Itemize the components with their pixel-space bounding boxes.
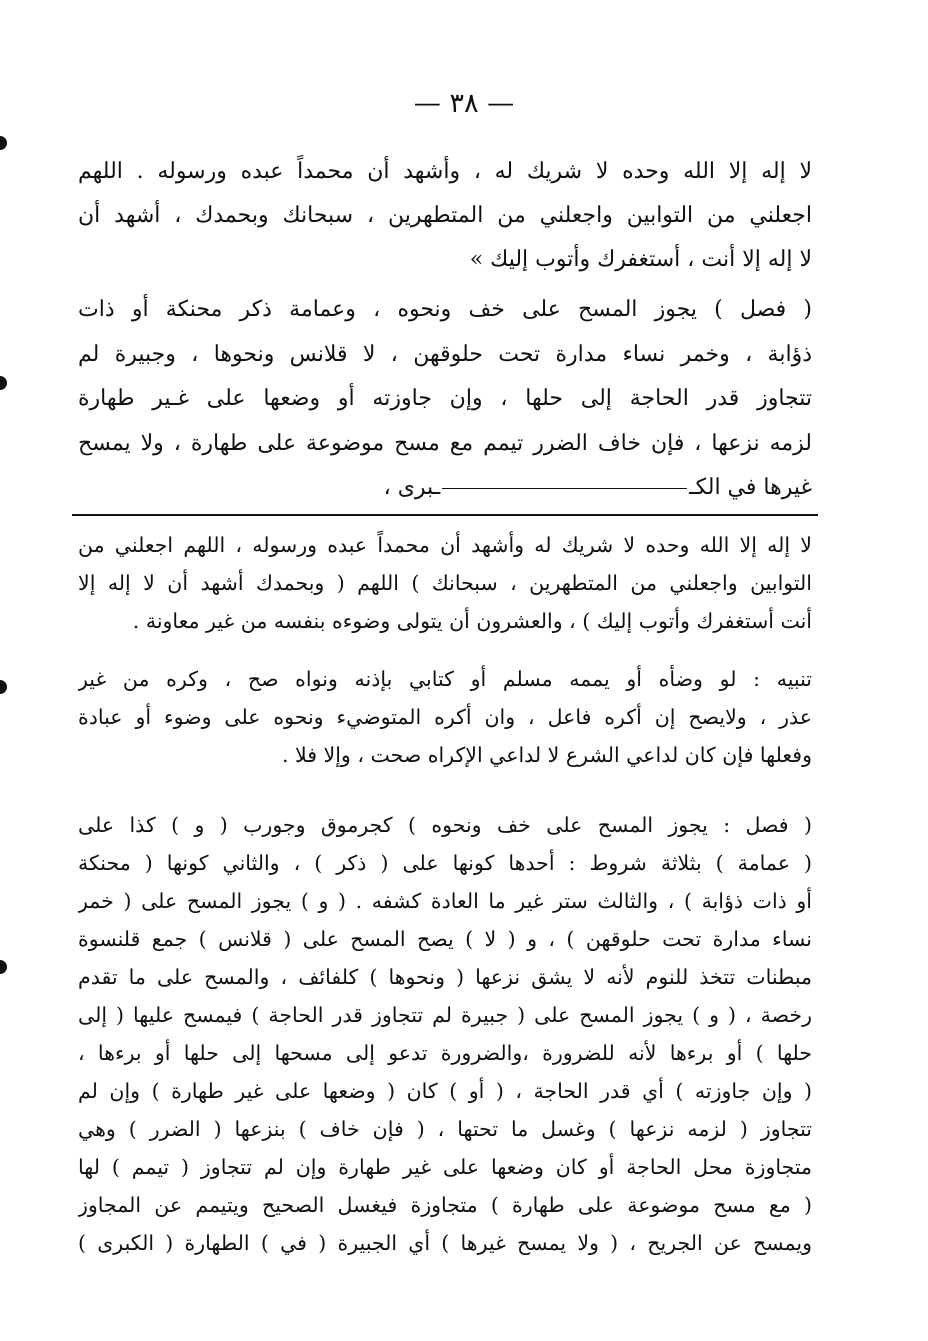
text-line: ( عمامة ) بثلاثة شروط : أحدها كونها على ( ذكر ) ، والثاني كونها ( محنكة (78, 851, 812, 875)
text-line: متجاوزة محل الحاجة أو كان وضعها على غير طهارة وإن لم تتجاوز ( تيمم ) لها (78, 1155, 812, 1179)
text-line: أنت أستغفرك وأتوب إليك ) ، والعشرون أن يتولى وضوءه بنفسه من غير معاونة . (132, 609, 812, 633)
text-line: ( فصل : يجوز المسح على خف ونحوه ) كجرموق وجورب ( و ) كذا على (78, 813, 812, 837)
text-line: لا إله إلا الله وحده لا شريك له وأشهد أن محمداً عبده ورسوله ، اللهم اجعلني من (78, 533, 812, 557)
sharh-paragraph-3 (78, 806, 812, 1262)
text-line-with-catchword (78, 466, 812, 511)
catchword-end: ـبرى ، (383, 475, 441, 500)
matn-paragraph-1 (78, 150, 812, 282)
text-line: التوابين واجعلني من المتطهرين ، سبحانك ) اللهم ( وبحمدك أشهد أن لا إله إلا (78, 571, 812, 595)
text-line: ذؤابة ، وخمر نساء مدارة تحت حلوقهن ، لا قلانس ونحوها ، وجبيرة لم (78, 341, 812, 367)
text-line: نساء مدارة تحت حلوقهن ) ، و ( لا ) يصح المسح على ( قلانس ) جمع قلنسوة (78, 927, 812, 951)
text-line: أو ذات ذؤابة ) ، والثالث ستر غير ما العادة كشفه . ( و ) يجوز المسح على ( خمر (78, 889, 812, 913)
text-line: وفعلها فإن كان لداعي الشرع لا لداعي الإكراه صحت ، وإلا فلا . (281, 743, 812, 767)
text-line: ( مع مسح موضوعة على طهارة ) متجاوزة فيغسل الصحيح ويتيمم عن المجاوز (78, 1193, 812, 1217)
text-line: لزمه نزعها ، فإن خاف الضرر تيمم مع مسح موضوعة على طهارة ، ولا يمسح (78, 430, 812, 456)
text-line: ( وإن جاوزته ) أي قدر الحاجة ، ( أو ) كان ( وضعها على غير طهارة ) وإن لم (78, 1079, 812, 1103)
catchword-dash (442, 488, 687, 489)
text-line: تنبيه : لو وضأه أو يممه مسلم أو كتابي بإذنه ونواه صح ، وكره من غير (78, 667, 812, 691)
sharh-paragraph-1 (78, 526, 812, 640)
text-line: حلها ) أو برءها لأنه للضرورة ،والضرورة تدعو إلى مسحها إلى حلها أو برءها ، (78, 1041, 812, 1065)
page-number: — ٣٨ — (413, 88, 515, 119)
catchword-start: غيرها في الكـ (689, 475, 812, 500)
sharh-paragraph-2 (78, 660, 812, 774)
scan-margin-mark (0, 680, 7, 694)
text-line: ( فصل ) يجوز المسح على خف ونحوه ، وعمامة ذكر محنكة أو ذات (78, 297, 812, 322)
scan-margin-mark (0, 960, 7, 974)
text-line: لا إله إلا الله وحده لا شريك له ، وأشهد أن محمداً عبده ورسوله . اللهم (78, 159, 812, 184)
text-line: تتجاوز ( لزمه نزعها ) وغسل ما تحتها ، ( فإن خاف ) بنزعها ( الضرر ) وهي (78, 1117, 812, 1141)
text-line: لا إله إلا أنت ، أستغفرك وأتوب إليك » (469, 247, 812, 272)
text-line: رخصة ، ( و ) يجوز المسح على ( جبيرة لم تتجاوز قدر الحاجة ) فيمسح عليها ( إلى (78, 1003, 812, 1027)
text-line: ويمسح عن الجريح ، ( ولا يمسح غيرها ) أي الجبيرة ( في ) الطهارة ( الكبرى ) (78, 1231, 812, 1255)
scan-margin-mark (0, 376, 7, 390)
scan-margin-mark (0, 136, 7, 150)
text-line: تتجاوز قدر الحاجة إلى حلها ، وإن جاوزته أو وضعها على غـير طهارة (78, 386, 812, 411)
section-divider (72, 514, 818, 516)
text-line: اجعلني من التوابين واجعلني من المتطهرين ، سبحانك وبحمدك ، أشهد أن (78, 203, 812, 228)
text-line: عذر ، ولايصح إن أكره فاعل ، وان أكره المتوضيء ونحوه على وضوء أو عبادة (78, 705, 812, 729)
text-line: مبطنات تتخذ للنوم لأنه لا يشق نزعها ( ونحوها ) كلفائف ، والمسح على ما تقدم (78, 965, 812, 989)
matn-paragraph-2 (78, 288, 812, 511)
